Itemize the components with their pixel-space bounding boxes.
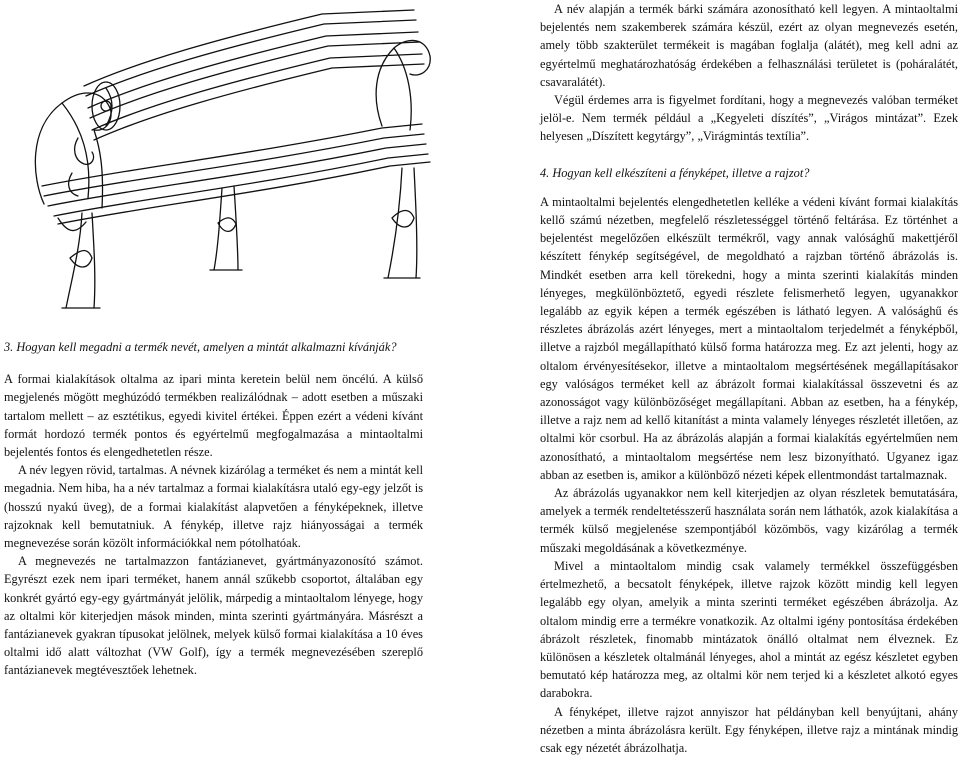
paragraph: A fényképet, illetve rajzot annyiszor hat példányban kell benyújtani, ahány nézetben a minta ábrázolásra került. Egy fényképen, illetve rajz a mintának mindig csak egy nézetét ábrázolhatja. (540, 704, 958, 755)
left-column (4, 338, 423, 680)
bench-illustration (22, 8, 442, 328)
scroll-ornament (69, 101, 111, 196)
bench-middle-leg (210, 186, 242, 270)
backrest-slats (84, 10, 424, 140)
paragraph: A név legyen rövid, tartalmas. A névnek kizárólag a terméket és nem a mintát kell megadnia. Nem hiba, ha a név tartalmaz a formai kialakításra utaló egy-egy jelzőt is (hosszú nyakú üveg), de a formai kialakítást alapvetően a fényképeknek, illetve rajzoknak kell bemutatniuk. A fénykép, illetve rajz hiányosságai a termék megnevezése során közölt információkkal nem pótolhatóak. (4, 463, 423, 551)
paragraph: Mivel a mintaoltalom mindig csak valamely termékkel összefüggésben értelmezhető, a becsatolt fényképek, illetve rajzok között mindig kell legyen legalább egy olyan, amelyik a minta szerinti terméket egészében ábrázolja. Az oltalom mindig erre a termékre vonatkozik. Az oltalmi igény pontosítása érdekében ábrázolt részletek, finomabb mintázatok önálló oltalmat nem élveznek. Ez különösen a készletek oltalmánál lényeges, ahol a mintát az egész készletet egyben bemutató kép határozza meg, az oltalmi kör nem terjed ki a készletet alkotó egyes darabokra. (540, 558, 958, 701)
intro-paragraph: A név alapján a termék bárki számára azonosítható kell legyen. A mintaoltalmi bejelentés nem szakemberek számára készül, ezért az olyan megnevezés esetén, amely több szakterület termékeit is magában foglalja (alátét), meg kell adni az egyértelmű meghatározhatóság érdekében a felhasználási területet is (poháralátét, csavaralátét). (540, 2, 958, 89)
section-heading: 4. Hogyan kell elkészíteni a fényképet, illetve a rajzot? (540, 165, 810, 180)
paragraph: A megnevezés ne tartalmazzon fantázianevet, gyártmányazonosító számot. Egyrészt ezek nem ipari terméket, hanem annál szűkebb csoportot, általában egy konkrét gyártó egy-egy gyártmányát jelölik, márpedig a mintaoltalom lényege, hogy az oltalmi kör kiterjedjen mások minden, minta szerinti gyártmányára. Másrészt a fantázianevek gyakran típusokat jelölnek, melyek külső formai kialakítása a 10 éves oltalmi idő alatt változhat (VW Golf), így a termék megnevezésében szereplő fantázianevek megtévesztőek lehetnek. (4, 554, 423, 678)
paragraph: Az ábrázolás ugyanakkor nem kell kiterjedjen az olyan részletek bemutatására, amelyek a termék rendeltetésszerű használata során nem láthatók, azok kialakítása a termék külső megjelenése szempontjából közömbös, vagy kizárólag a termék műszaki megoldásának a következménye. (540, 486, 958, 555)
paragraph: A mintaoltalmi bejelentés elengedhetetlen kelléke a védeni kívánt formai kialakítás kellő számú nézetben, megfelelő részletességgel történő feltárása. Ez történhet a bejelentést megelőzően elkészült termékről, vagy annak valósághű makettjéről készített fénykép segítségével, de megoldható a rajzban történő ábrázolás is. Mindkét esetben arra kell törekedni, hogy a minta szerinti kialakítás minden lényeges, megkülönböztető, egyedi részlete felismerhető legyen, ugyanakkor legalább az egyik képen a termék egészében is látható legyen. A valósághű és részletes ábrázolás azért lényeges, mert a mintaoltalom terjedelmét a fényképből, illetve a rajzból megállapítható külső forma határozza meg. Ez azt jelenti, hogy az oltalom érvényesítésekor, illetve a mintaoltalom megsértésének megállapításakor egy valóságos terméket kell az ábrázolt formai kialakítással összevetni és az azonosságot vagy különbözőséget megállapítani. Abban az esetben, ha a fénykép, illetve a rajz nem ad kellő kitanítást a minta valamely lényeges részletét illetően, az oltalmi kör csorbul. Ha az ábrázolás alapján a formai kialakítás egyértelműen nem azonosítható, a mintaoltalom megsértése nem lesz bizonyítható. Ugyanez igaz abban az esetben is, amikor a különböző nézeti képek ellentmondást tartalmaznak. (540, 194, 958, 482)
intro-paragraph: Végül érdemes arra is figyelmet fordítani, hogy a megnevezés valóban terméket jelöl-e. Nem termék például a „Kegyeleti díszítés”, „Virágos mintázat”. Ezek helyesen „Díszített kegytárgy”, „Virágmintás textília”. (540, 93, 958, 144)
section-heading: 3. Hogyan kell megadni a termék nevét, amelyen a mintát alkalmazni kívánják? (4, 340, 397, 354)
paragraph: A formai kialakítások oltalma az ipari minta keretein belül nem öncélú. A külső megjelenés mögött meghúzódó termékben realizálódnak – adott esetben a műszaki tartalom mellett – az esztétikus, egyedi kivitel értékei. Éppen ezért a védeni kívánt formát hordozó termék pontos és egyértelmű megfogalmazása a mintaoltalmi bejelentés fontos és elengedhetetlen része. (4, 372, 423, 460)
right-column (540, 0, 958, 757)
